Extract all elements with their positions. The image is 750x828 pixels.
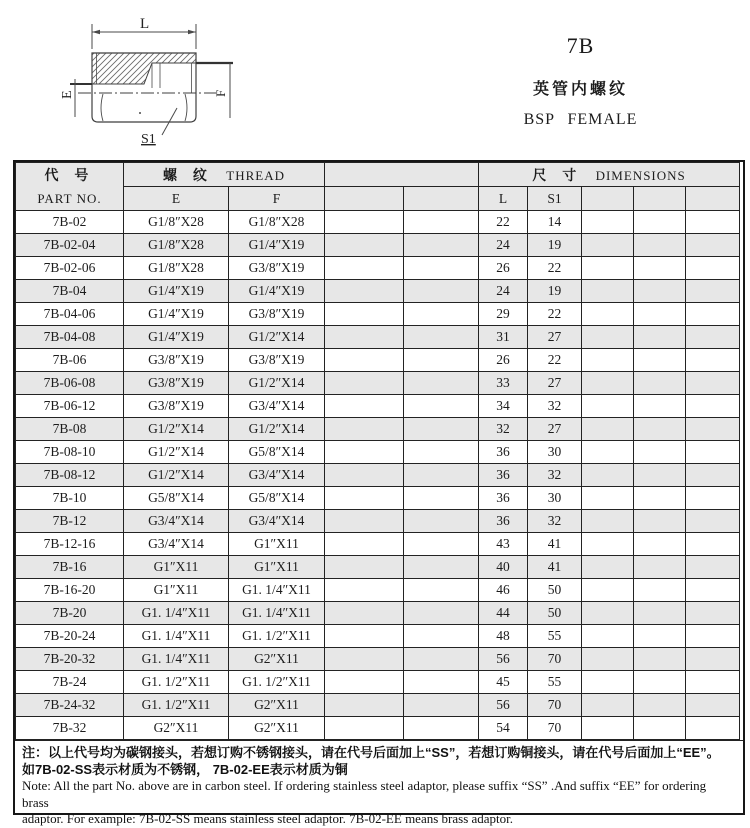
cell-empty <box>404 257 479 280</box>
header-col-empty <box>325 187 404 211</box>
cell-empty <box>325 395 404 418</box>
cell-empty <box>404 234 479 257</box>
cell-empty <box>404 671 479 694</box>
cell-thread-f: G1/2″X14 <box>229 326 325 349</box>
cell-empty <box>325 349 404 372</box>
cell-thread-f: G5/8″X14 <box>229 441 325 464</box>
cell-empty <box>325 717 404 740</box>
cell-thread-e: G1. 1/4″X11 <box>124 648 229 671</box>
cell-part-no: 7B-16 <box>16 556 124 579</box>
cell-empty <box>582 717 634 740</box>
cell-dim-l: 36 <box>479 464 528 487</box>
cell-empty <box>686 234 740 257</box>
header-empty-group <box>325 163 479 187</box>
cell-empty <box>325 280 404 303</box>
cell-dim-l: 56 <box>479 648 528 671</box>
cell-empty <box>582 418 634 441</box>
cell-thread-e: G1/8″X28 <box>124 257 229 280</box>
cell-dim-s1: 32 <box>528 395 582 418</box>
table-row <box>16 602 740 625</box>
cell-empty <box>582 395 634 418</box>
cell-thread-e: G1/2″X14 <box>124 441 229 464</box>
cell-dim-s1: 41 <box>528 556 582 579</box>
table-row <box>16 717 740 740</box>
cell-empty <box>325 418 404 441</box>
cell-part-no: 7B-02-04 <box>16 234 124 257</box>
cell-part-no: 7B-20-24 <box>16 625 124 648</box>
table-row <box>16 303 740 326</box>
notes-block <box>15 740 743 826</box>
subtitle-chinese: 英管内螺纹 <box>532 81 628 98</box>
cell-empty <box>325 510 404 533</box>
cell-empty <box>686 211 740 234</box>
cell-dim-s1: 14 <box>528 211 582 234</box>
cell-thread-f: G1. 1/2″X11 <box>229 671 325 694</box>
cell-thread-f: G5/8″X14 <box>229 487 325 510</box>
cell-thread-f: G2″X11 <box>229 648 325 671</box>
cell-empty <box>325 625 404 648</box>
table-row <box>16 556 740 579</box>
cell-dim-l: 29 <box>479 303 528 326</box>
cell-dim-s1: 27 <box>528 326 582 349</box>
cell-dim-s1: 32 <box>528 510 582 533</box>
cell-empty <box>404 280 479 303</box>
table-row <box>16 579 740 602</box>
table-row <box>16 280 740 303</box>
table-row <box>16 533 740 556</box>
cell-thread-f: G1″X11 <box>229 556 325 579</box>
cell-empty <box>325 441 404 464</box>
note-chinese-line2: 如7B-02-SS表示材质为不锈钢， 7B-02-EE表示材质为铜 <box>22 762 348 777</box>
table-row <box>16 257 740 280</box>
cell-empty <box>582 579 634 602</box>
cell-dim-l: 26 <box>479 349 528 372</box>
cell-empty <box>686 441 740 464</box>
cell-thread-f: G1/4″X19 <box>229 234 325 257</box>
title-block <box>488 33 673 129</box>
cell-thread-f: G1/2″X14 <box>229 372 325 395</box>
cell-part-no: 7B-12-16 <box>16 533 124 556</box>
cell-dim-s1: 27 <box>528 372 582 395</box>
cell-empty <box>325 602 404 625</box>
cell-dim-s1: 30 <box>528 487 582 510</box>
cell-dim-s1: 19 <box>528 280 582 303</box>
header-col-empty <box>634 187 686 211</box>
cell-empty <box>686 671 740 694</box>
cell-dim-s1: 32 <box>528 464 582 487</box>
cell-thread-e: G1. 1/4″X11 <box>124 602 229 625</box>
cell-empty <box>582 441 634 464</box>
cell-part-no: 7B-02-06 <box>16 257 124 280</box>
cell-dim-l: 24 <box>479 280 528 303</box>
cell-empty <box>686 510 740 533</box>
cell-empty <box>582 303 634 326</box>
cell-part-no: 7B-08 <box>16 418 124 441</box>
cell-empty <box>325 303 404 326</box>
cell-dim-l: 34 <box>479 395 528 418</box>
cell-empty <box>325 533 404 556</box>
cell-dim-l: 24 <box>479 234 528 257</box>
cell-thread-f: G3/4″X14 <box>229 395 325 418</box>
cell-thread-e: G3/8″X19 <box>124 349 229 372</box>
cell-empty <box>634 694 686 717</box>
cell-dim-l: 43 <box>479 533 528 556</box>
cell-empty <box>634 395 686 418</box>
cell-empty <box>325 556 404 579</box>
dimension-label-e: E <box>60 90 75 99</box>
cell-empty <box>582 671 634 694</box>
cell-empty <box>582 625 634 648</box>
cell-empty <box>634 602 686 625</box>
table-body <box>16 211 740 740</box>
cell-part-no: 7B-10 <box>16 487 124 510</box>
cell-empty <box>686 464 740 487</box>
cell-empty <box>325 211 404 234</box>
cell-thread-f: G3/8″X19 <box>229 257 325 280</box>
cell-thread-f: G3/8″X19 <box>229 349 325 372</box>
cell-dim-l: 22 <box>479 211 528 234</box>
cell-empty <box>404 533 479 556</box>
cell-dim-l: 31 <box>479 326 528 349</box>
table-row <box>16 234 740 257</box>
table-row <box>16 510 740 533</box>
cell-empty <box>582 648 634 671</box>
cell-empty <box>404 556 479 579</box>
cell-empty <box>404 349 479 372</box>
cell-empty <box>686 395 740 418</box>
header-col-s1: S1 <box>528 187 582 211</box>
cell-thread-e: G3/8″X19 <box>124 372 229 395</box>
cell-thread-e: G1/4″X19 <box>124 326 229 349</box>
cell-empty <box>634 349 686 372</box>
table-row <box>16 487 740 510</box>
header-dimensions-group: 尺 寸 DIMENSIONS <box>479 163 740 187</box>
cell-dim-l: 26 <box>479 257 528 280</box>
cell-empty <box>404 694 479 717</box>
parts-sheet <box>13 160 745 826</box>
cell-empty <box>686 303 740 326</box>
cell-empty <box>325 372 404 395</box>
note-english-line1: Note: All the part No. above are in carbon steel. If ordering stainless steel adaptor, please suffix “SS” .And suffix “EE” for ordering brass <box>22 778 707 810</box>
header-col-empty <box>582 187 634 211</box>
header-part-no: 代 号 PART NO. <box>16 163 124 211</box>
header-col-e: E <box>124 187 229 211</box>
dimension-label-l: L <box>140 16 150 32</box>
dimension-label-f: F <box>213 89 228 97</box>
cell-empty <box>634 372 686 395</box>
cell-empty <box>325 648 404 671</box>
cell-part-no: 7B-20 <box>16 602 124 625</box>
cell-dim-s1: 41 <box>528 533 582 556</box>
cell-dim-s1: 50 <box>528 579 582 602</box>
cell-empty <box>686 625 740 648</box>
cell-dim-l: 36 <box>479 510 528 533</box>
cell-empty <box>404 395 479 418</box>
header-thread-group: 螺 纹 THREAD <box>124 163 325 187</box>
cell-empty <box>404 648 479 671</box>
cell-dim-s1: 55 <box>528 671 582 694</box>
cell-empty <box>686 372 740 395</box>
cell-thread-f: G2″X11 <box>229 717 325 740</box>
cell-thread-e: G2″X11 <box>124 717 229 740</box>
cell-empty <box>582 510 634 533</box>
cell-part-no: 7B-04-08 <box>16 326 124 349</box>
cell-dim-l: 32 <box>479 418 528 441</box>
cell-empty <box>686 533 740 556</box>
cell-part-no: 7B-06-08 <box>16 372 124 395</box>
cell-empty <box>404 625 479 648</box>
cell-thread-e: G1/8″X28 <box>124 211 229 234</box>
cell-empty <box>634 257 686 280</box>
cell-empty <box>325 464 404 487</box>
cell-empty <box>404 602 479 625</box>
cell-empty <box>404 579 479 602</box>
cell-part-no: 7B-06-12 <box>16 395 124 418</box>
table-row <box>16 395 740 418</box>
cell-part-no: 7B-08-10 <box>16 441 124 464</box>
page-title: 7B <box>566 33 595 58</box>
cell-empty <box>686 487 740 510</box>
cell-thread-f: G3/8″X19 <box>229 303 325 326</box>
cell-part-no: 7B-24 <box>16 671 124 694</box>
dimension-label-s1: S1 <box>141 132 156 147</box>
cell-thread-e: G1″X11 <box>124 579 229 602</box>
cell-empty <box>634 464 686 487</box>
subtitle-english: BSP FEMALE <box>523 111 638 128</box>
cell-thread-e: G1″X11 <box>124 556 229 579</box>
cell-thread-e: G3/8″X19 <box>124 395 229 418</box>
cell-empty <box>686 648 740 671</box>
cell-empty <box>325 326 404 349</box>
cell-thread-e: G1/8″X28 <box>124 234 229 257</box>
table-row <box>16 326 740 349</box>
cell-empty <box>404 487 479 510</box>
cell-empty <box>686 694 740 717</box>
cell-empty <box>582 487 634 510</box>
cell-part-no: 7B-04 <box>16 280 124 303</box>
cell-dim-s1: 70 <box>528 694 582 717</box>
cell-thread-e: G1/2″X14 <box>124 418 229 441</box>
cell-dim-s1: 70 <box>528 717 582 740</box>
cell-thread-f: G1/2″X14 <box>229 418 325 441</box>
cell-empty <box>634 510 686 533</box>
cell-empty <box>634 533 686 556</box>
cell-thread-f: G1. 1/4″X11 <box>229 602 325 625</box>
cell-thread-e: G1/4″X19 <box>124 303 229 326</box>
cell-empty <box>582 533 634 556</box>
cell-part-no: 7B-06 <box>16 349 124 372</box>
table-row <box>16 349 740 372</box>
cell-part-no: 7B-32 <box>16 717 124 740</box>
cell-dim-s1: 22 <box>528 303 582 326</box>
cell-empty <box>325 487 404 510</box>
cell-dim-l: 48 <box>479 625 528 648</box>
cell-part-no: 7B-04-06 <box>16 303 124 326</box>
cell-empty <box>634 234 686 257</box>
cell-empty <box>686 717 740 740</box>
cell-empty <box>404 510 479 533</box>
note-english-line2: adaptor. For example: 7B-02-SS means stainless steel adaptor. 7B-02-EE means brass adaptor. <box>22 811 514 826</box>
header-col-empty <box>404 187 479 211</box>
table-row <box>16 372 740 395</box>
cell-dim-l: 36 <box>479 487 528 510</box>
cell-thread-e: G1. 1/4″X11 <box>124 625 229 648</box>
cell-empty <box>582 349 634 372</box>
header-col-f: F <box>229 187 325 211</box>
cell-empty <box>582 280 634 303</box>
cell-empty <box>686 257 740 280</box>
cell-empty <box>404 211 479 234</box>
table-row <box>16 211 740 234</box>
cell-thread-e: G1. 1/2″X11 <box>124 694 229 717</box>
cell-empty <box>634 303 686 326</box>
cell-empty <box>634 280 686 303</box>
cell-empty <box>404 717 479 740</box>
cell-thread-f: G1/8″X28 <box>229 211 325 234</box>
cell-empty <box>634 441 686 464</box>
cell-empty <box>582 602 634 625</box>
cell-empty <box>404 326 479 349</box>
table-row <box>16 441 740 464</box>
cell-empty <box>325 694 404 717</box>
table-row <box>16 464 740 487</box>
cell-part-no: 7B-24-32 <box>16 694 124 717</box>
cell-dim-s1: 22 <box>528 349 582 372</box>
cell-thread-e: G1. 1/2″X11 <box>124 671 229 694</box>
cell-dim-s1: 55 <box>528 625 582 648</box>
cell-dim-l: 40 <box>479 556 528 579</box>
cell-empty <box>634 211 686 234</box>
cell-empty <box>686 418 740 441</box>
cell-empty <box>634 671 686 694</box>
cell-empty <box>325 671 404 694</box>
cell-empty <box>634 556 686 579</box>
cell-empty <box>582 694 634 717</box>
cell-empty <box>582 234 634 257</box>
cell-empty <box>634 625 686 648</box>
cell-empty <box>325 234 404 257</box>
cell-empty <box>686 280 740 303</box>
cell-dim-s1: 70 <box>528 648 582 671</box>
cell-empty <box>404 303 479 326</box>
cell-dim-l: 33 <box>479 372 528 395</box>
cell-thread-e: G1/4″X19 <box>124 280 229 303</box>
cell-empty <box>404 372 479 395</box>
cell-thread-f: G3/4″X14 <box>229 464 325 487</box>
cell-empty <box>582 326 634 349</box>
cell-empty <box>634 418 686 441</box>
cell-dim-s1: 19 <box>528 234 582 257</box>
cell-empty <box>686 602 740 625</box>
cell-empty <box>582 257 634 280</box>
cell-empty <box>686 556 740 579</box>
cell-dim-s1: 27 <box>528 418 582 441</box>
cell-dim-l: 45 <box>479 671 528 694</box>
cell-empty <box>634 579 686 602</box>
cell-empty <box>582 211 634 234</box>
cell-empty <box>582 556 634 579</box>
cell-empty <box>686 326 740 349</box>
cell-empty <box>404 464 479 487</box>
cell-empty <box>634 487 686 510</box>
cell-thread-f: G3/4″X14 <box>229 510 325 533</box>
cell-empty <box>686 349 740 372</box>
header-col-empty <box>686 187 740 211</box>
cell-dim-l: 36 <box>479 441 528 464</box>
cell-empty <box>582 372 634 395</box>
cell-empty <box>686 579 740 602</box>
cell-dim-s1: 22 <box>528 257 582 280</box>
fitting-section-drawing <box>40 5 300 155</box>
cell-empty <box>634 648 686 671</box>
cell-thread-f: G1/4″X19 <box>229 280 325 303</box>
cell-thread-f: G2″X11 <box>229 694 325 717</box>
cell-thread-f: G1″X11 <box>229 533 325 556</box>
cell-thread-e: G3/4″X14 <box>124 533 229 556</box>
cell-dim-s1: 30 <box>528 441 582 464</box>
cell-part-no: 7B-12 <box>16 510 124 533</box>
cell-thread-f: G1. 1/2″X11 <box>229 625 325 648</box>
cell-thread-e: G5/8″X14 <box>124 487 229 510</box>
cell-thread-f: G1. 1/4″X11 <box>229 579 325 602</box>
table-row <box>16 625 740 648</box>
header-col-l: L <box>479 187 528 211</box>
cell-empty <box>634 717 686 740</box>
cell-empty <box>325 579 404 602</box>
cell-thread-e: G3/4″X14 <box>124 510 229 533</box>
table-row <box>16 418 740 441</box>
cell-part-no: 7B-08-12 <box>16 464 124 487</box>
table-row <box>16 694 740 717</box>
parts-table <box>15 162 740 740</box>
cell-empty <box>404 418 479 441</box>
cell-dim-l: 46 <box>479 579 528 602</box>
table-row <box>16 648 740 671</box>
cell-dim-s1: 50 <box>528 602 582 625</box>
note-chinese-line1: 注：以上代号均为碳钢接头，若想订购不锈钢接头，请在代号后面加上“SS”，若想订购铜接头，请在代号后面加上“EE”。 <box>22 745 720 760</box>
cell-part-no: 7B-20-32 <box>16 648 124 671</box>
cell-thread-e: G1/2″X14 <box>124 464 229 487</box>
cell-part-no: 7B-02 <box>16 211 124 234</box>
cell-dim-l: 44 <box>479 602 528 625</box>
cell-empty <box>404 441 479 464</box>
cell-dim-l: 56 <box>479 694 528 717</box>
cell-empty <box>325 257 404 280</box>
cell-dim-l: 54 <box>479 717 528 740</box>
table-row <box>16 671 740 694</box>
cell-empty <box>634 326 686 349</box>
cell-part-no: 7B-16-20 <box>16 579 124 602</box>
cell-empty <box>582 464 634 487</box>
